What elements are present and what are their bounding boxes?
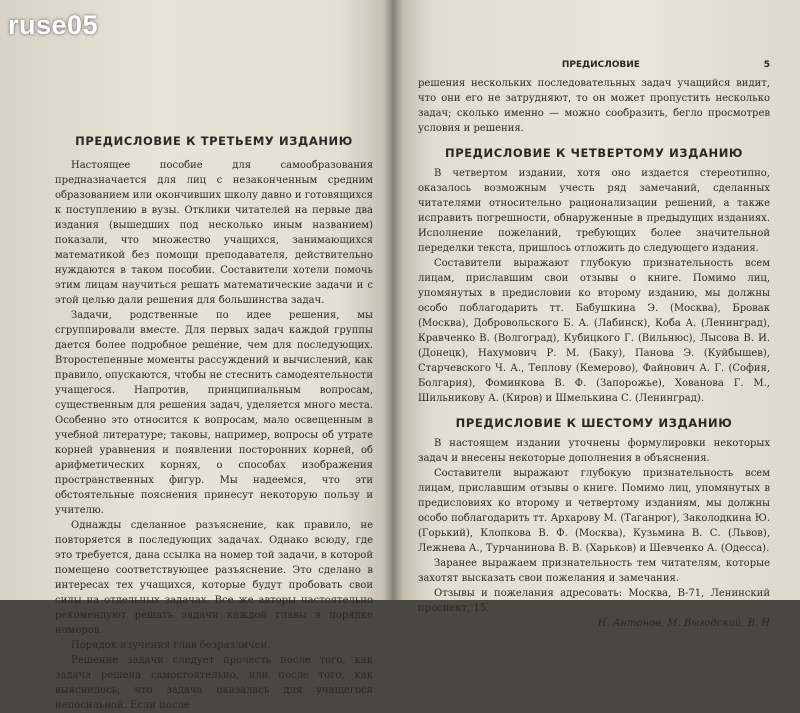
left-paragraph: Порядок изучения глав безразличен.: [71, 640, 271, 651]
left-paragraph: Однажды сделанное разъяснение, как правило, не повторяется в последующих задачах. Однако всюду, где это требуется, дана ссылка на номер той задачи, в которой помещено соответствующее разъяснение. Это сделано в интересах тех учащихся, которые будут пробовать свои силы на отдельных задачах. Все же авторы настоятельно рекомендуют решать задачи каждой главы в порядке номеров.: [55, 520, 373, 636]
left-paragraph: Решение задачи следует прочесть после того, как задача решена самостоятельно, или после того, как выяснилось, что задача оказалась для учащегося непосильной. Если после: [55, 655, 373, 711]
left-page-content: [55, 134, 373, 713]
watermark: ruse05: [8, 10, 99, 40]
right-paragraph: Составители выражают глубокую признательность всем лицам, приславшим отзывы о книге. Помимо лиц, упомянутых в предисловиях ко второму и четвертому изданиям, мы должны особо поблагодарить тт. Архарову М. (Таганрог), Заколодкина Ю. (Горький), Клопкова В. Ф. (Москва), Кузьмина В. С. (Львов), Лежнева А., Турчанинова В. В. (Харьков) и Шевченко А. (Одесса).: [418, 468, 770, 554]
right-page: [392, 0, 800, 629]
fourth-edition-heading: ПРЕДИСЛОВИЕ К ЧЕТВЕРТОМУ ИЗДАНИЮ: [444, 146, 744, 160]
right-paragraph: Отзывы и пожелания адресовать: Москва, В-71, Ленинский проспект, 15.: [418, 588, 770, 614]
running-head-title: ПРЕДИСЛОВИЕ: [561, 60, 640, 70]
left-paragraph: Настоящее пособие для самообразования предназначается для лиц с незаконченным средним образованием или окончивших школу давно и готовящихся к поступлению в вузы. Отклики читателей на первые два издания (вышедших под несколько иным названием) показали, что множество учащихся, занимающихся математикой без помощи преподавателя, действительно нуждаются в таком пособии. Составители хотели помочь этим лицам научиться решать математические задачи и с этой целью дали решения для большинства задач.: [55, 160, 373, 306]
left-page: [0, 0, 400, 711]
book-gutter: [383, 0, 403, 600]
sixth-edition-heading: ПРЕДИСЛОВИЕ К ШЕСТОМУ ИЗДАНИЮ: [455, 416, 733, 430]
continuation-text: решения нескольких последовательных задач учащийся видит, что они его не затрудняют, то он может пропустить несколько задач; сколько именно — можно сообразить, бегло просмотрев условия и решения.: [418, 78, 770, 134]
right-paragraph: Заранее выражаем признательность тем читателям, которые захотят высказать свои пожелания и замечания.: [418, 558, 770, 584]
running-head: [418, 60, 770, 70]
page-number: 5: [763, 60, 770, 70]
right-paragraph: В четвертом издании, хотя оно издается стереотипно, оказалось возможным учесть ряд замечаний, сделанных читателями относительно рационализации решений, а также исправить погрешности, обнаруженные в предыдущих изданиях. Исполнение пожеланий, требующих более значительной переделки текста, пришлось отложить до следующего издания.: [418, 168, 770, 254]
authors-signature: Н. Антонов, М. Выгодский, В. Н: [597, 618, 770, 629]
right-page-content: [418, 60, 770, 631]
third-edition-heading: ПРЕДИСЛОВИЕ К ТРЕТЬЕМУ ИЗДАНИЮ: [75, 134, 353, 148]
right-paragraph: Составители выражают глубокую признательность всем лицам, приславшим свои отзывы о книге. Помимо лиц, упомянутых в предисловии ко второму изданию, мы должны особо поблагодарить тт. Бабушкина Э. (Москва), Бровак (Москва), Добровольского Б. А. (Лабинск), Коба А. (Ленинград), Кравченко В. (Волгоград), Кубицкого Г. (Вильнюс), Лысова В. И. (Донецк), Нахумович Р. М. (Баку), Панова Э. (Куйбышев), Старчевского Ч. А., Теплову (Кемерово), Файнович А. Г. (София, Болгария), Фоминкова В. Ф. (Запорожье), Хованова Г. М., Шильникову А. (Киров) и Шмелькина С. (Ленинград).: [418, 258, 770, 404]
left-paragraph: Задачи, родственные по идее решения, мы сгруппировали вместе. Для первых задач каждой группы дается более подробное решение, чем для последующих. Второстепенные моменты рассуждений и вычислений, как правило, опускаются, чтобы не стеснить самодеятельности учащегося. Напротив, принципиальным вопросам, существенным для решения задач, уделяется много места. Особенно это относится к вопросам, мало освещенным в учебной литературе; таковы, например, вопросы об утрате корней уравнения и появлении посторонних корней, об арифметических корнях, о способах изображения пространственных фигур. Мы надеемся, что эти обстоятельные пояснения принесут некоторую пользу и учителю.: [55, 310, 373, 516]
right-paragraph: В настоящем издании уточнены формулировки некоторых задач и внесены некоторые дополнения в объяснения.: [418, 438, 770, 464]
